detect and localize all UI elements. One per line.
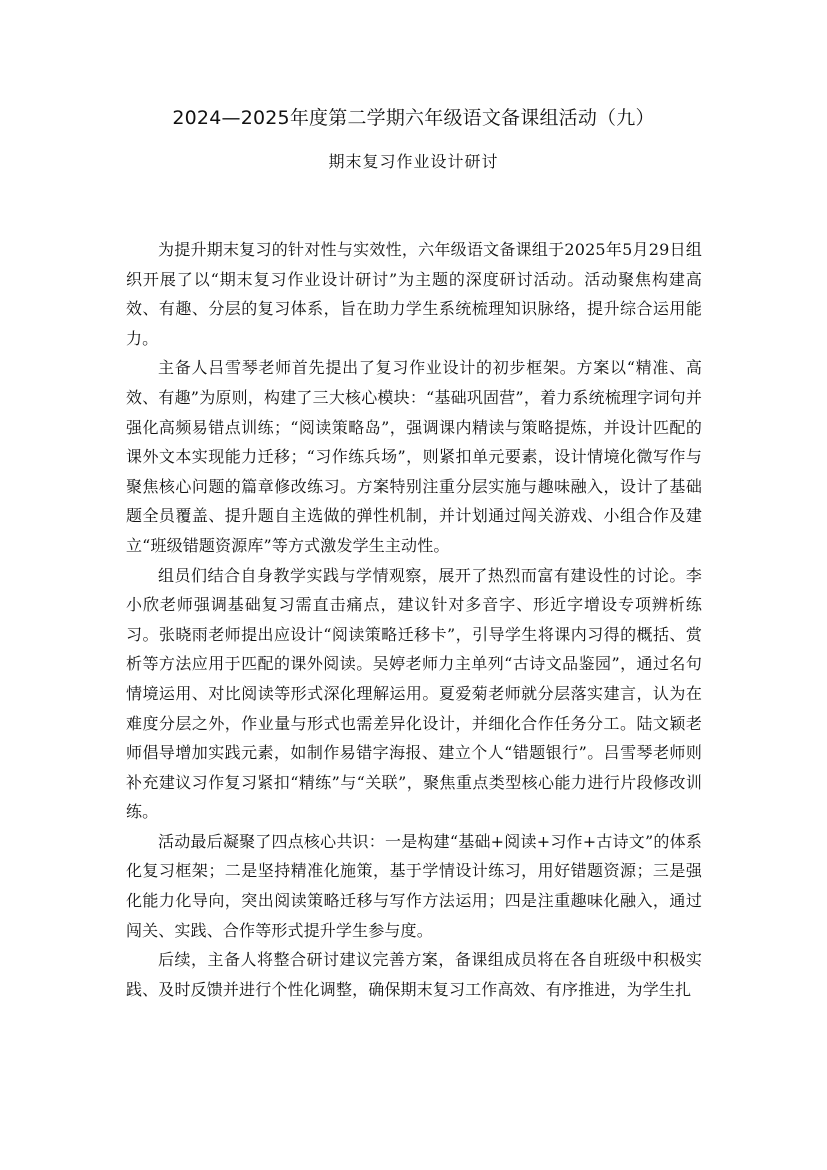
- paragraph-framework: 主备人吕雪琴老师首先提出了复习作业设计的初步框架。方案以“精准、高效、有趣”为原则，构建了三大核心模块：“基础巩固营”，着力系统梳理字词句并强化高频易错点训练；“阅读策略岛”，强调课内精读与策略提炼，并设计匹配的课外文本实现能力迁移；“习作练兵场”，则紧扣单元要素，设计情境化微写作与聚焦核心问题的篇章修改练习。方案特别注重分层实施与趣味融入，设计了基础题全员覆盖、提升题自主选做的弹性机制，并计划通过闯关游戏、小组合作及建立“班级错题资源库”等方式激发学生主动性。: [126, 358, 702, 555]
- paragraph-consensus: 活动最后凝聚了四点核心共识：一是构建“基础+阅读+习作+古诗文”的体系化复习框架；二是坚持精准化施策，基于学情设计练习，用好错题资源；三是强化能力化导向，突出阅读策略迁移与写作方法运用；四是注重趣味化融入，通过闯关、实践、合作等形式提升学生参与度。: [126, 831, 702, 940]
- paragraph-followup: 后续，主备人将整合研讨建议完善方案，备课组成员将在各自班级中积极实践、及时反馈并进行个性化调整，确保期末复习工作高效、有序推进，为学生扎: [126, 950, 702, 999]
- document-body: [126, 235, 702, 1004]
- paragraph-intro: 为提升期末复习的针对性与实效性，六年级语文备课组于2025年5月29日组织开展了以“期末复习作业设计研讨”为主题的深度研讨活动。活动聚焦构建高效、有趣、分层的复习体系，旨在助力学生系统梳理知识脉络，提升综合运用能力。: [126, 240, 702, 348]
- paragraph-discussion: 组员们结合自身教学实践与学情观察，展开了热烈而富有建设性的讨论。李小欣老师强调基础复习需直击痛点，建议针对多音字、形近字增设专项辨析练习。张晓雨老师提出应设计“阅读策略迁移卡”，引导学生将课内习得的概括、赏析等方法应用于匹配的课外阅读。吴婷老师力主单列“古诗文品鉴园”，通过名句情境运用、对比阅读等形式深化理解运用。夏爱菊老师就分层落实建言，认为在难度分层之外，作业量与形式也需差异化设计，并细化合作任务分工。陆文颖老师倡导增加实践元素，如制作易错字海报、建立个人“错题银行”。吕雪琴老师则补充建议习作复习紧扣“精练”与“关联”，聚焦重点类型核心能力进行片段修改训练。: [126, 565, 702, 822]
- page-title: 2024—2025年度第二学期六年级语文备课组活动（九）: [172, 107, 655, 129]
- page-subtitle: 期末复习作业设计研讨: [328, 152, 499, 171]
